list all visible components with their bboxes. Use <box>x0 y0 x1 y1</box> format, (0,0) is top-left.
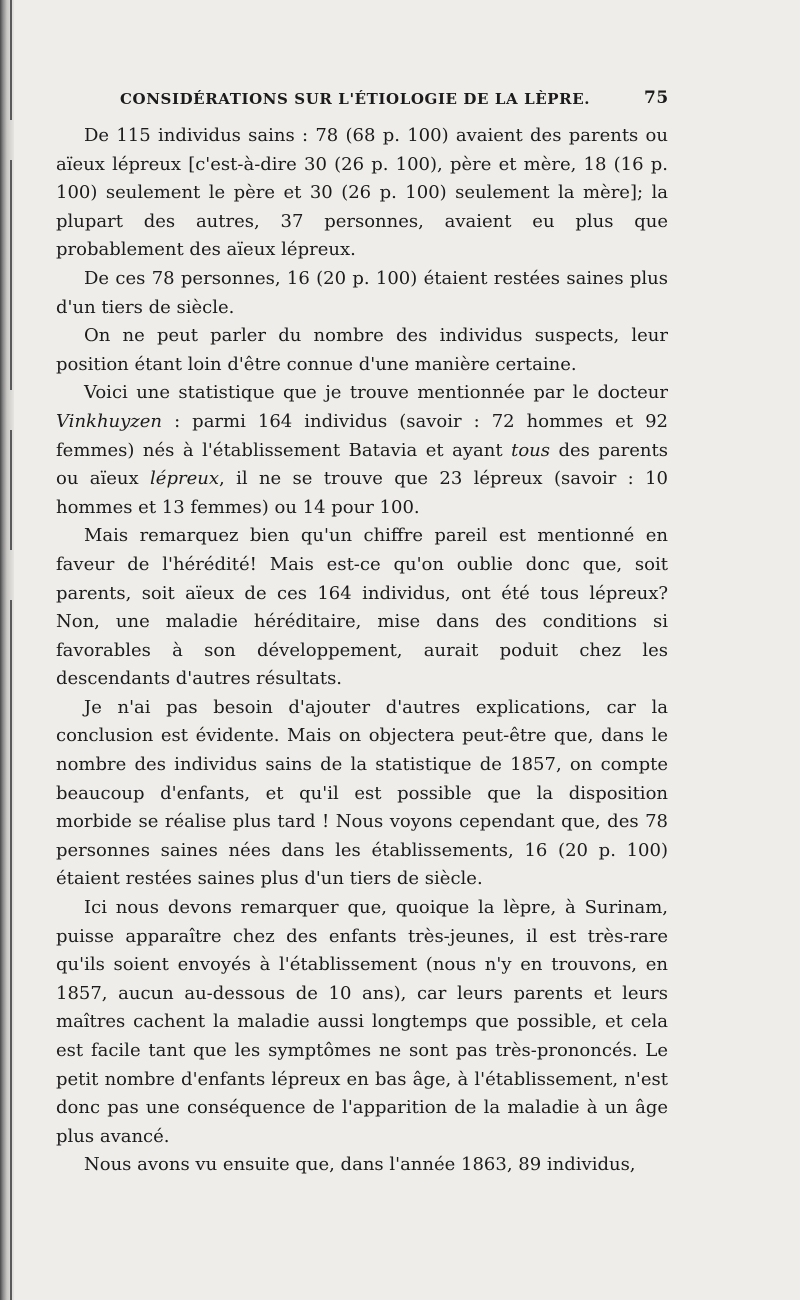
emphasized-word: tous <box>511 439 550 461</box>
paragraph-segment: , il ne se trouve que 23 lépreux (savoir : 10 hommes et 13 femmes) ou 14 pour 100. <box>56 468 668 518</box>
book-page <box>56 86 768 1180</box>
emphasized-word: lépreux <box>150 468 219 490</box>
paragraph: Je n'ai pas besoin d'ajouter d'autres explications, car la conclusion est évidente. Mais on objectera peut-être que, dans le nombre des individus sains de la statistique de 1857, on compte beaucoup d'enfants, et qu'il est possible que la disposition morbide se réalise plus tard ! Nous voyons cependant que, des 78 personnes saines nées dans les établissements, 16 (20 p. 100) étaient restées saines plus d'un tiers de siècle. <box>56 696 668 890</box>
spine-edge-mark <box>10 160 12 390</box>
spine-edge-mark <box>10 0 12 120</box>
paragraph-segment: : parmi 164 individus (savoir : 72 hommes et 92 femmes) nés à l'établissement Batavia et ayant <box>56 410 668 461</box>
paragraph-segment: Voici une statistique que je trouve mentionnée par le docteur <box>84 382 668 404</box>
running-title: CONSIDÉRATIONS SUR L'ÉTIOLOGIE DE LA LÈPRE. <box>120 90 591 108</box>
page-number: 75 <box>644 88 669 108</box>
book-spine-shadow <box>0 0 14 1300</box>
paragraph: Mais remarquez bien qu'un chiffre pareil est mentionné en faveur de l'hérédité! Mais est-ce qu'on oublie donc que, soit parents, soit aïeux de ces 164 individus, ont été tous lépreux? Non, une maladie héréditaire, mise dans des conditions si favorables à son développement, aurait poduit chez les descendants d'autres résultats. <box>56 525 668 690</box>
spine-edge-mark <box>10 430 12 550</box>
paragraph: Ici nous devons remarquer que, quoique la lèpre, à Surinam, puisse apparaître chez des enfants très-jeunes, il est très-rare qu'ils soient envoyés à l'établissement (nous n'y en trouvons, en 1857, aucun au-dessous de 10 ans), car leurs parents et leurs maîtres cachent la maladie aussi longtemps que possible, et cela est facile tant que les symptômes ne sont pas très-prononcés. Le petit nombre d'enfants lépreux en bas âge, à l'établissement, n'est donc pas une conséquence de l'apparition de la maladie à un âge plus avancé. <box>56 897 668 1147</box>
body-text <box>56 122 668 1180</box>
paragraph: De ces 78 personnes, 16 (20 p. 100) étaient restées saines plus d'un tiers de siècle. <box>56 267 668 318</box>
page-header <box>56 86 768 122</box>
paragraph: On ne peut parler du nombre des individus suspects, leur position étant loin d'être connue d'une manière certaine. <box>56 325 668 375</box>
paragraph-segment: des parents ou aïeux <box>56 439 668 490</box>
spine-edge-mark <box>10 600 12 1300</box>
paragraph <box>56 379 668 522</box>
paragraph: Nous avons vu ensuite que, dans l'année 1863, 89 individus, <box>84 1154 636 1176</box>
author-name: Vinkhuyzen <box>56 410 163 432</box>
paragraph: De 115 individus sains : 78 (68 p. 100) avaient des parents ou aïeux lépreux [c'est-à-dire 30 (26 p. 100), père et mère, 18 (16 p. 100) seulement le père et 30 (26 p. 100) seulement la mère]; la plupart des autres, 37 personnes, avaient eu plus que probablement des aïeux lépreux. <box>56 125 668 261</box>
